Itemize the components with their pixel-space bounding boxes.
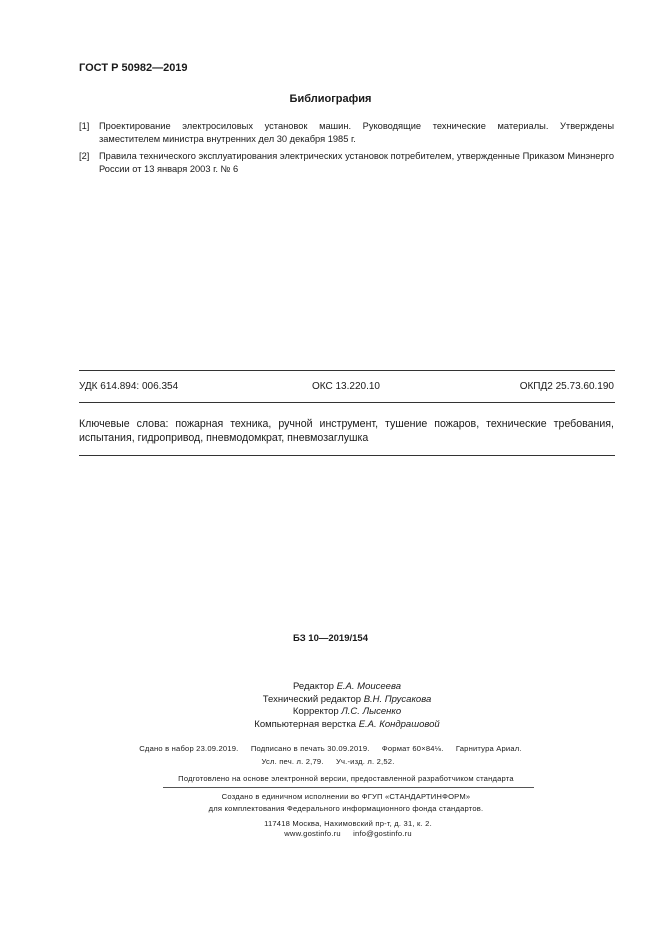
bibliography-item-text: Проектирование электросиловых установок машин. Руководящие технические материалы. Утверждены заместителем министра внутренних дел 30 декабря 1985 г. <box>99 121 614 144</box>
divider <box>79 455 615 456</box>
purpose-note: для комплектования Федерального информационного фонда стандартов. <box>208 804 484 813</box>
divider <box>79 402 615 403</box>
tech-editor-line <box>0 694 661 707</box>
bibliography-item <box>79 120 614 146</box>
website-link[interactable]: www.gostinfo.ru <box>284 829 341 838</box>
typeface: Гарнитура Ариал. <box>455 744 522 753</box>
bibliography-item-number: [2] <box>79 151 90 161</box>
corrector-name: Л.С. Лысенко <box>341 706 402 717</box>
bibliography-item-number: [1] <box>79 121 90 131</box>
pub-sheets: Уч.-изд. л. 2,52. <box>335 757 395 766</box>
oks-code: ОКС 13.220.10 <box>312 381 380 392</box>
document-number: ГОСТ Р 50982—2019 <box>79 62 188 74</box>
keywords: Ключевые слова: пожарная техника, ручной инструмент, тушение пожаров, технические требования, испытания, гидропривод, пневмодомкрат, пневмозаглушка <box>79 418 614 444</box>
contacts <box>0 829 661 838</box>
layout-label: Компьютерная верстка <box>254 718 357 730</box>
bibliography-item-text: Правила технического эксплуатирования электрических установок потребителем, утвержденные Приказом Минэнерго России от 13 января 2003 г. № 6 <box>99 151 614 174</box>
prepared-note: Подготовлено на основе электронной версии, предоставленной разработчиком стандарта <box>178 774 514 783</box>
sent-to-set: Сдано в набор 23.09.2019. <box>139 744 239 753</box>
editor-name: Е.А. Моисеева <box>336 681 401 692</box>
bibliography-item <box>79 150 614 176</box>
email-link[interactable]: info@gostinfo.ru <box>353 829 412 838</box>
print-details <box>0 744 661 753</box>
divider <box>163 787 534 788</box>
tech-editor-label: Технический редактор <box>262 693 362 705</box>
bibliography-title: Библиография <box>289 93 372 105</box>
corrector-label: Корректор <box>292 706 339 717</box>
editor-line <box>0 681 661 694</box>
udk-code: УДК 614.894: 006.354 <box>79 381 179 392</box>
sheet-details <box>0 757 656 766</box>
print-sheets: Усл. печ. л. 2,79. <box>261 757 324 766</box>
editor-label: Редактор <box>293 681 334 692</box>
corrector-line <box>0 706 661 719</box>
created-note: Создано в единичном исполнении во ФГУП «СТАНДАРТИНФОРМ» <box>221 792 471 801</box>
format: Формат 60×84⅛. <box>381 744 444 753</box>
signed-to-print: Подписано в печать 30.09.2019. <box>250 744 370 753</box>
layout-line <box>0 719 661 732</box>
divider <box>79 370 615 371</box>
layout-name: Е.А. Кондрашовой <box>358 718 440 730</box>
tech-editor-name: В.Н. Прусакова <box>363 693 432 705</box>
credits <box>0 681 661 731</box>
address: 117418 Москва, Нахимовский пр-т, д. 31, к. 2. <box>264 819 432 828</box>
okpd-code: ОКПД2 25.73.60.190 <box>519 381 614 392</box>
bz-number: БЗ 10—2019/154 <box>293 633 368 644</box>
